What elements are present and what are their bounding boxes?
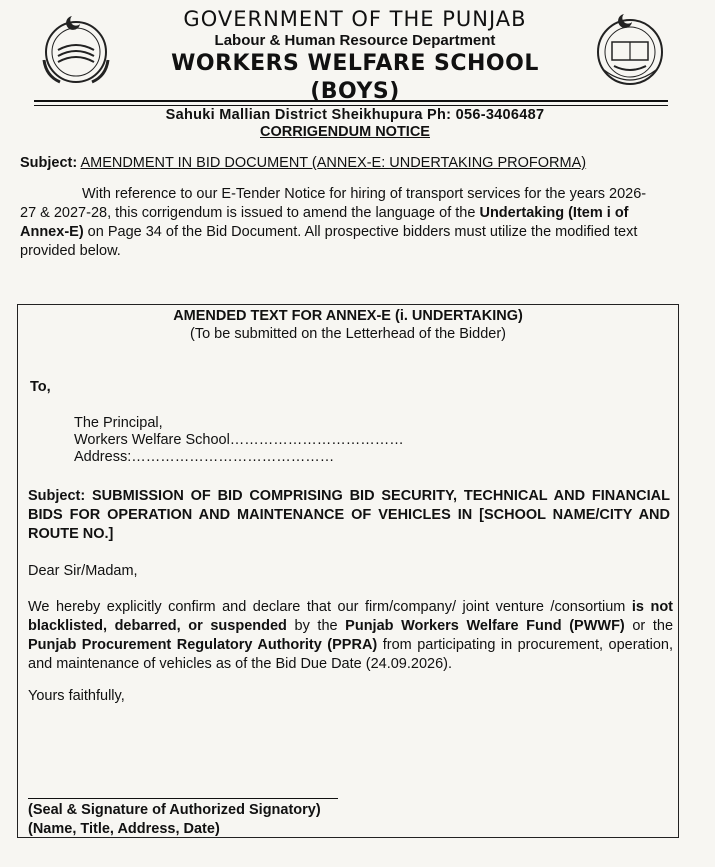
department-name: Labour & Human Resource Department <box>214 32 496 49</box>
declaration-body <box>28 598 673 674</box>
closing: Yours faithfully, <box>28 688 125 704</box>
body-bold-1: is not blacklisted, debarred, or suspended <box>28 599 673 634</box>
header-rule-thin <box>34 105 668 106</box>
header-rule-thick <box>34 100 668 102</box>
intro-bold: Undertaking (Item i of Annex-E) <box>20 205 629 240</box>
signature-block <box>28 801 321 839</box>
school-name: WORKERS WELFARE SCHOOL (BOYS) <box>171 51 539 104</box>
punjab-seal-icon <box>36 10 116 90</box>
government-title: GOVERNMENT OF THE PUNJAB <box>183 7 527 31</box>
subject-label: Subject: <box>20 155 78 171</box>
signature-caption-2: (Name, Title, Address, Date) <box>28 821 220 837</box>
letterhead <box>0 4 715 123</box>
letter-subject: Subject: SUBMISSION OF BID COMPRISING BID SECURITY, TECHNICAL AND FINANCIAL BIDS FOR OPERATION AND MAINTENANCE OF VEHICLES IN [SCHOOL NAME/CITY AND ROUTE NO.] <box>28 488 670 542</box>
amended-subtitle: (To be submitted on the Letterhead of the Bidder) <box>190 326 506 342</box>
notice-intro <box>20 185 660 261</box>
intro-text-2: on Page 34 of the Bid Document. All prospective bidders must utilize the modified text provided below. <box>20 224 638 259</box>
body-text-1: We hereby explicitly confirm and declare that our firm/company/ joint venture /consortium <box>28 599 632 615</box>
body-text-4: from participating in procurement, operation, and maintenance of vehicles as of the Bid Due Date (24.09.2026). <box>28 637 673 672</box>
body-bold-3: Punjab Procurement Regulatory Authority (PPRA) <box>28 637 378 653</box>
addressee-block <box>74 415 404 466</box>
intro-text-1: With reference to our E-Tender Notice for hiring of transport services for the years 2026-27 & 2027-28, this corrigendum is issued to amend the language of the <box>20 186 647 221</box>
signature-caption-1: (Seal & Signature of Authorized Signatory) <box>28 802 321 818</box>
addressee-line-1: The Principal, <box>74 415 163 431</box>
to-label: To, <box>30 379 51 395</box>
addressee-line-2: Workers Welfare School……………………………… <box>74 432 404 448</box>
addressee-line-3: Address:…………………………………… <box>74 449 335 465</box>
subject-text: AMENDMENT IN BID DOCUMENT (ANNEX-E: UNDERTAKING PROFORMA) <box>80 155 587 171</box>
body-text-3: or the <box>624 618 674 634</box>
signature-line <box>28 798 338 799</box>
amended-heading <box>18 307 678 343</box>
amended-title: AMENDED TEXT FOR ANNEX-E (i. UNDERTAKING) <box>173 308 523 324</box>
salutation: Dear Sir/Madam, <box>28 563 138 579</box>
notice-title: CORRIGENDUM NOTICE <box>260 124 430 140</box>
school-address: Sahuki Mallian District Sheikhupura Ph: 056-3406487 <box>165 107 545 123</box>
body-bold-2: Punjab Workers Welfare Fund (PWWF) <box>345 618 625 634</box>
body-text-2: by the <box>286 618 346 634</box>
notice-subject <box>20 155 586 171</box>
workers-welfare-school-emblem-icon <box>590 10 670 90</box>
letterhead-text <box>130 6 580 124</box>
amended-text-box <box>17 304 679 838</box>
